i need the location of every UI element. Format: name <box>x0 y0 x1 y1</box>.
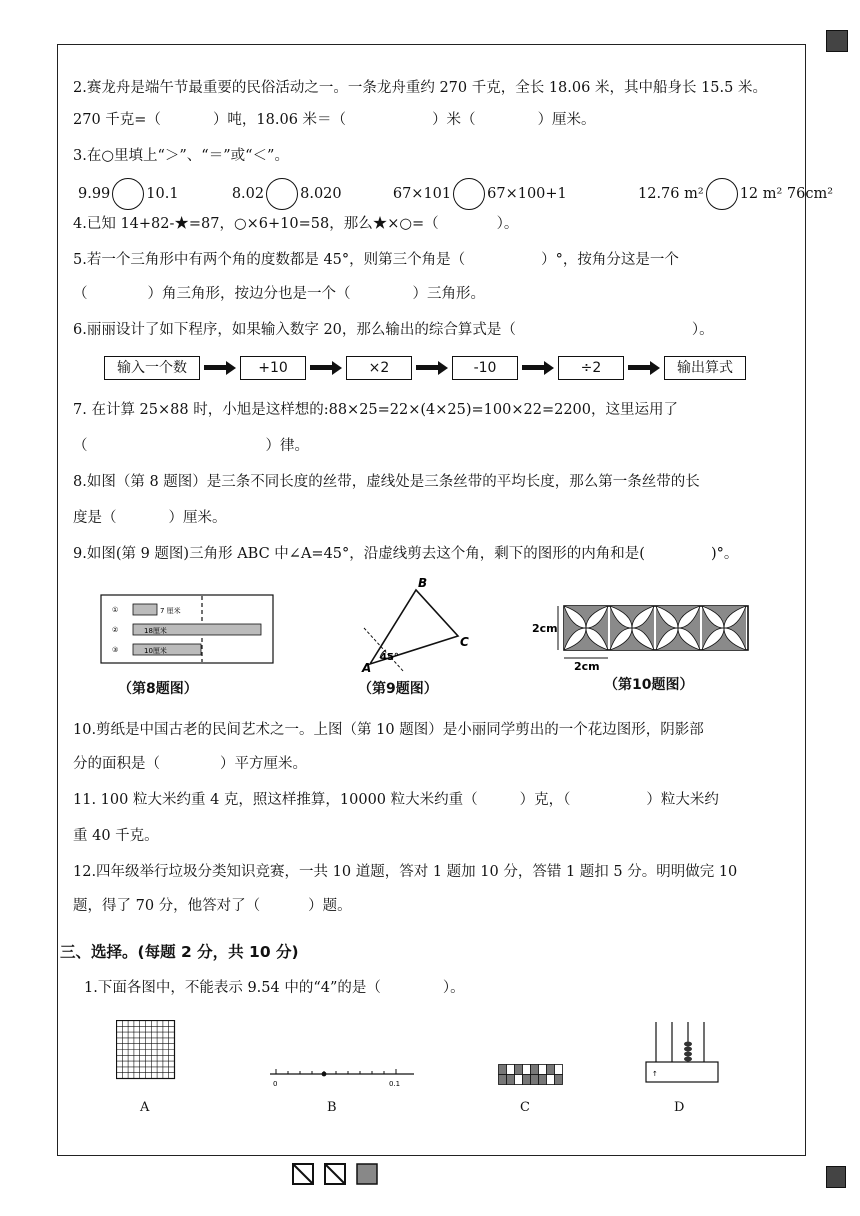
answer-circle[interactable] <box>453 178 485 210</box>
q8-line1: 8.如图（第 8 题图）是三条不同长度的丝带，虚线处是三条丝带的平均长度，那么第一条丝带的长 <box>73 474 700 490</box>
corner-marker-bottom-right <box>826 1166 846 1188</box>
figure-10-paper-cut <box>528 596 760 672</box>
q9-line: 9.如图(第 9 题图)三角形 ABC 中∠A=45°，沿虚线剪去这个角，剩下的图形的内角和是( )°。 <box>73 546 739 562</box>
q6-line: 6.丽丽设计了如下程序，如果输入数字 20，那么输出的综合算式是（ ）。 <box>73 322 714 338</box>
section-heading: 三、选择。(每题 2 分，共 10 分) <box>60 943 299 961</box>
vertex-a-label: A <box>362 661 372 674</box>
option-d-abacus <box>644 1018 722 1086</box>
ribbon-label: 10厘米 <box>144 647 167 655</box>
corner-marker-top-right <box>826 30 848 52</box>
q5-line1: 5.若一个三角形中有两个角的度数都是 45°，则第三个角是（ ）°，按角分这是一个 <box>73 252 679 268</box>
right-arrow-icon <box>522 357 554 379</box>
q11-line2: 重 40 千克。 <box>73 828 159 844</box>
q7-line2: （ ）律。 <box>73 438 309 454</box>
answer-circle[interactable] <box>112 178 144 210</box>
option-a-label[interactable]: A <box>140 1100 150 1115</box>
angle-label: 45° <box>380 652 399 663</box>
right-arrow-icon <box>416 357 448 379</box>
q3-compare-row: 9.99 10.1 8.02 8.020 67×101 67×100+1 12.76 m² 12 m² 76cm² <box>78 178 833 210</box>
right-arrow-icon <box>628 357 660 379</box>
flow-step: 输入一个数 <box>104 356 200 380</box>
right-arrow-icon <box>204 357 236 379</box>
q12-line2: 题，得了 70 分，他答对了（ ）题。 <box>73 898 352 914</box>
q7-line1: 7. 在计算 25×88 时，小旭是这样想的:88×25=22×(4×25)=100×22=2200，这里运用了 <box>73 402 679 418</box>
option-b-number-line <box>268 1064 418 1088</box>
option-d-label[interactable]: D <box>674 1100 685 1115</box>
q11-line1: 11. 100 粒大米约重 4 克，照这样推算，10000 粒大米约重（ ）克，（ ）粒大米约 <box>73 792 719 808</box>
q3-item-left: 9.99 <box>78 186 111 202</box>
answer-circle[interactable] <box>266 178 298 210</box>
q12-line1: 12.四年级举行垃圾分类知识竞赛，一共 10 道题，答对 1 题加 10 分，答错 1 题扣 5 分。明明做完 10 <box>73 864 738 880</box>
ribbon-label: 18厘米 <box>144 627 167 635</box>
option-a-hundred-grid <box>116 1020 176 1080</box>
flow-step: ×2 <box>346 356 412 380</box>
q10-line1: 10.剪纸是中国古老的民间艺术之一。上图（第 10 题图）是小丽同学剪出的一个花边图形，阴影部 <box>73 722 704 738</box>
flow-step: 输出算式 <box>664 356 746 380</box>
vertex-b-label: B <box>418 576 428 590</box>
program-flowchart <box>104 356 746 380</box>
width-label: 2cm <box>574 660 600 672</box>
height-label: 2cm <box>532 622 558 635</box>
q2-line1: 2.赛龙舟是端午节最重要的民俗活动之一。一条龙舟重约 270 千克，全长 18.06 米，其中船身长 15.5 米。 <box>73 80 767 96</box>
q8-line2: 度是（ ）厘米。 <box>73 510 227 526</box>
flow-step: -10 <box>452 356 518 380</box>
q2-line2: 270 千克=（ ）吨，18.06 米＝（ ）米（ ）厘米。 <box>73 112 596 128</box>
ribbon-number: ① <box>112 606 119 614</box>
q3-title: 3.在○里填上“＞”、“＝”或“＜”。 <box>73 148 289 164</box>
right-arrow-icon <box>310 357 342 379</box>
figure-9-caption: （第9题图） <box>358 681 438 697</box>
mc1-question: 1.下面各图中，不能表示 9.54 中的“4”的是（ ）。 <box>84 980 465 996</box>
bottom-markers <box>292 1162 382 1188</box>
abacus-up-arrow-icon: ↑ <box>652 1070 658 1078</box>
q10-line2: 分的面积是（ ）平方厘米。 <box>73 756 307 772</box>
figure-9-triangle <box>356 574 480 674</box>
ribbon-number: ② <box>112 626 119 634</box>
number-line-end: 0.1 <box>389 1080 401 1088</box>
ribbon-label: 7 厘米 <box>160 607 181 615</box>
q5-line2: （ ）角三角形，按边分也是一个（ ）三角形。 <box>73 286 485 302</box>
flow-step: ÷2 <box>558 356 624 380</box>
vertex-c-label: C <box>460 635 469 649</box>
q4-line: 4.已知 14+82-★=87，○×6+10=58，那么★×○=（ ）。 <box>73 216 519 232</box>
answer-circle[interactable] <box>706 178 738 210</box>
option-c-squares <box>498 1064 564 1088</box>
figure-8-caption: （第8题图） <box>118 681 198 697</box>
ribbon-number: ③ <box>112 646 119 654</box>
figure-10-caption: （第10题图） <box>604 677 694 693</box>
flow-step: +10 <box>240 356 306 380</box>
number-line-start: 0 <box>273 1080 278 1088</box>
option-c-label[interactable]: C <box>520 1100 530 1115</box>
figure-8-ribbons <box>100 594 276 666</box>
option-b-label[interactable]: B <box>327 1100 337 1115</box>
